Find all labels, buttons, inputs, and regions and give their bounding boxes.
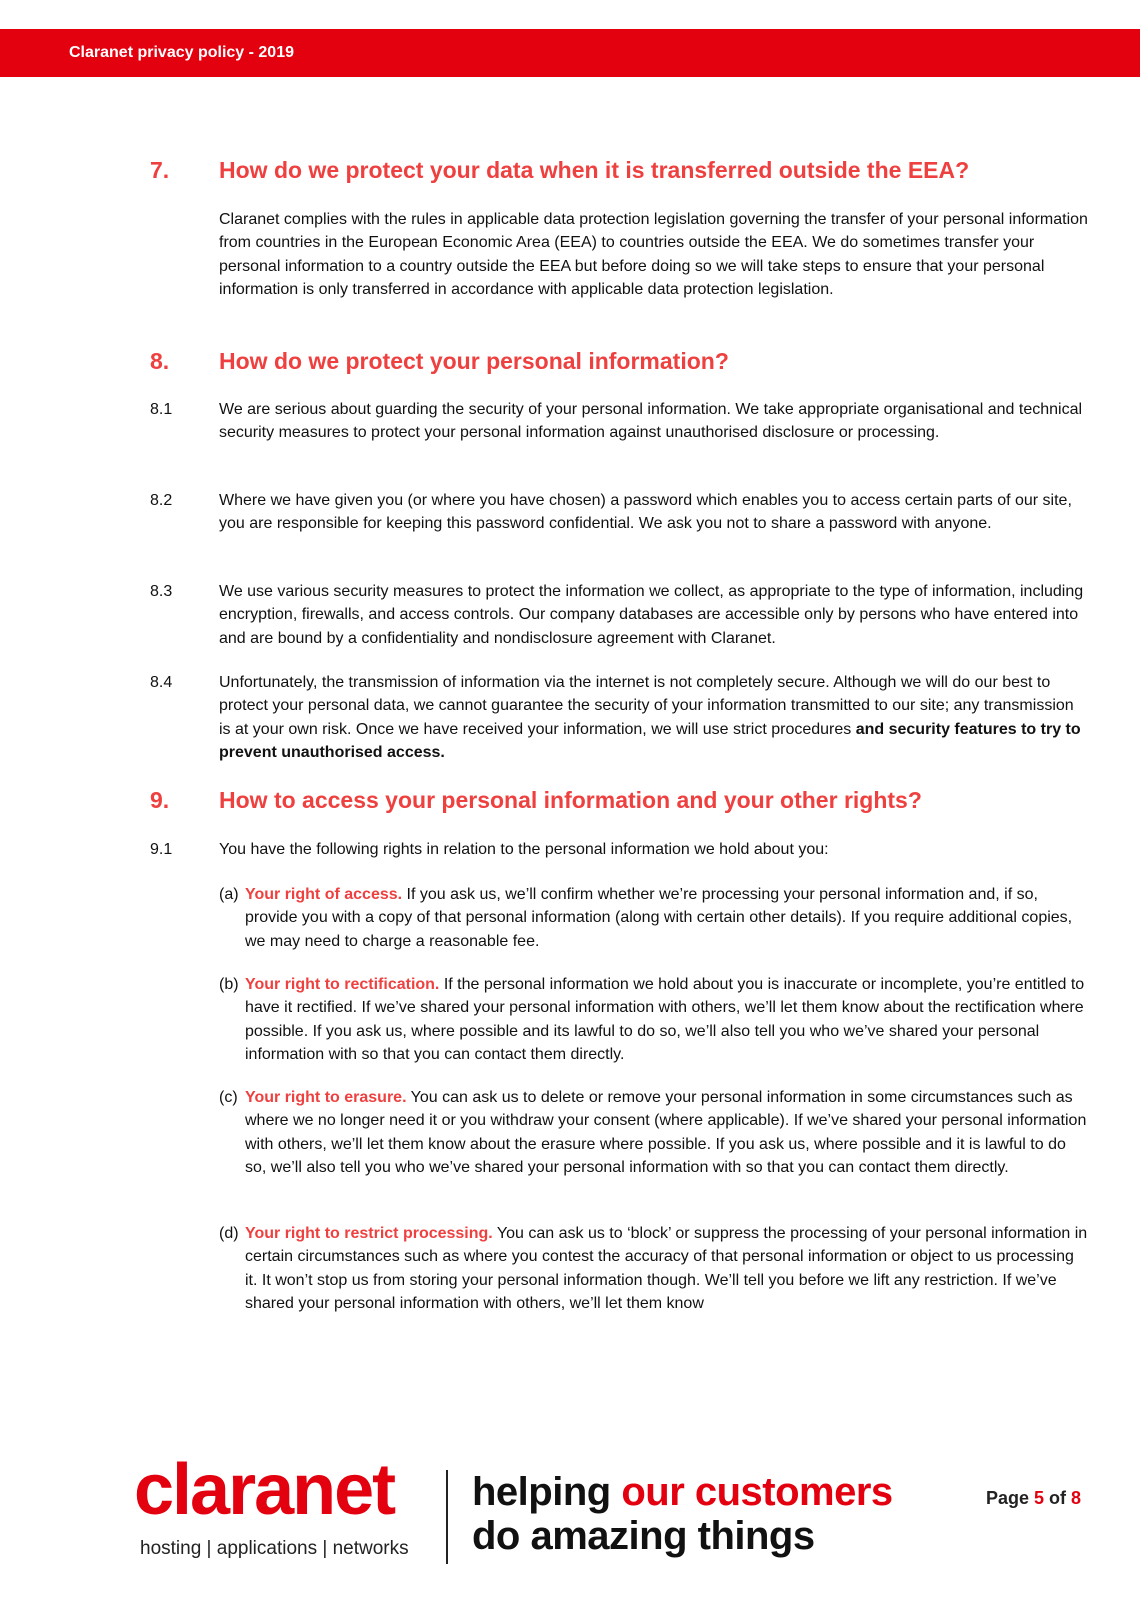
right-item-c xyxy=(219,1086,1089,1179)
logo-tagline: hosting | applications | networks xyxy=(140,1538,409,1559)
clause-number: 9.1 xyxy=(150,841,173,858)
item-lead: Your right of access. xyxy=(245,886,403,903)
item-marker: (a) xyxy=(219,886,239,903)
slogan xyxy=(472,1470,942,1558)
page-prefix: Page xyxy=(986,1488,1035,1508)
page-mid: of xyxy=(1044,1488,1072,1508)
clause-text: Unfortunately, the transmission of information via the internet is not completely secure. Although we will do our best to protect your personal data, we cannot guarantee the security of your information transmitted to our site; any transmission is at your own risk. Once we have received your information, we will use strict procedures xyxy=(219,674,1074,738)
page-number xyxy=(986,1488,1081,1509)
clause-number: 8.2 xyxy=(150,492,173,509)
page-current: 5 xyxy=(1034,1488,1045,1508)
section-number: 8. xyxy=(150,348,170,374)
clause-number: 8.1 xyxy=(150,401,173,418)
item-text: If you ask us, we’ll confirm whether we’re processing your personal information and, if so, provide you with a copy of that personal information (along with certain other details). If you require additional copies, we may need to charge a reasonable fee. xyxy=(245,886,1073,950)
header-bar xyxy=(0,29,1140,77)
clause-number: 8.4 xyxy=(150,674,173,691)
clause-bold-text: and security features to try to prevent unauthorised access. xyxy=(219,720,1081,761)
clause-8-3-text: We use various security measures to protect the information we collect, as appropriate to the type of information, including encryption, firewalls, and access controls. Our company databases are accessible only by persons who have entered into and are bound by a confidentiality and nondisclosure agreement with Claranet. xyxy=(219,583,1084,647)
section-title: How do we protect your personal information? xyxy=(219,348,729,374)
section-number: 7. xyxy=(150,157,170,183)
slogan-part: helping xyxy=(472,1470,622,1514)
claranet-logo: claranet xyxy=(134,1450,395,1530)
clause-9-1-text: You have the following rights in relation to the personal information we hold about you: xyxy=(219,841,829,858)
slogan-line-2: do amazing things xyxy=(472,1514,815,1558)
item-text: If the personal information we hold about you is inaccurate or incomplete, you’re entitled to have it rectified. If we’ve shared your personal information with others, we’ll let them know about the rectification where possible. If you ask us, where possible and its lawful to do so, we’ll also tell you who we’ve shared your personal information with so that you can contact them directly. xyxy=(245,976,1085,1063)
section-number: 9. xyxy=(150,787,170,813)
clause-8-2-text: Where we have given you (or where you have chosen) a password which enables you to access certain parts of our site, you are responsible for keeping this password confidential. We ask you not to share a password with anyone. xyxy=(219,492,1072,533)
footer xyxy=(0,1450,1140,1580)
section-title: How do we protect your data when it is transferred outside the EEA? xyxy=(219,157,970,183)
clause-8-4-text xyxy=(219,671,1089,764)
slogan-highlight: our customers xyxy=(621,1470,893,1514)
right-item-a xyxy=(219,883,1089,953)
footer-divider xyxy=(446,1470,448,1564)
page-total: 8 xyxy=(1071,1488,1082,1508)
item-lead: Your right to erasure. xyxy=(245,1089,407,1106)
document-title: Claranet privacy policy - 2019 xyxy=(69,44,294,61)
section-7-paragraph: Claranet complies with the rules in applicable data protection legislation governing the transfer of your personal information from countries in the European Economic Area (EEA) to countries outside the EEA. We do sometimes transfer your personal information to a country outside the EEA but before doing so we will take steps to ensure that your personal information is only transferred in accordance with applicable data protection legislation. xyxy=(219,211,1088,298)
item-marker: (b) xyxy=(219,976,239,993)
item-text: You can ask us to delete or remove your personal information in some circumstances such as where we no longer need it or you withdraw your consent (where applicable). If we’ve shared your personal information with others, we’ll let them know about the erasure where possible. If you ask us, where possible and it is lawful to do so, we’ll also tell you who we’ve shared your personal information with so that you can contact them directly. xyxy=(245,1089,1087,1176)
clause-8-1-text: We are serious about guarding the security of your personal information. We take appropriate organisational and technical security measures to protect your personal information against unauthorised disclosure or processing. xyxy=(219,401,1083,442)
item-lead: Your right to rectification. xyxy=(245,976,440,993)
right-item-d xyxy=(219,1222,1089,1315)
item-marker: (d) xyxy=(219,1225,239,1242)
item-marker: (c) xyxy=(219,1089,238,1106)
item-lead: Your right to restrict processing. xyxy=(245,1225,493,1242)
item-text: You can ask us to ‘block’ or suppress the processing of your personal information in certain circumstances such as where you contest the accuracy of that personal information or object to us processing it. It won’t stop us from storing your personal information though. We’ll tell you before we lift any restriction. If we’ve shared your personal information with others, we’ll let them know xyxy=(245,1225,1088,1312)
clause-number: 8.3 xyxy=(150,583,173,600)
right-item-b xyxy=(219,973,1089,1066)
section-title: How to access your personal information and your other rights? xyxy=(219,787,922,813)
